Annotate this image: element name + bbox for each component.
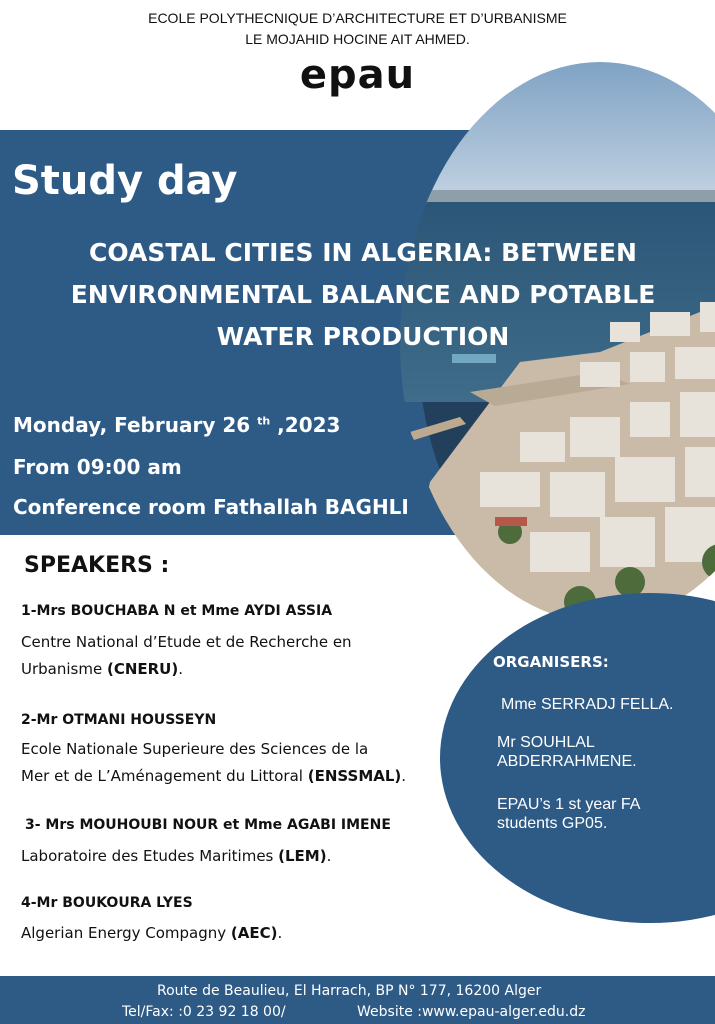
speaker-2-affiliation bbox=[21, 736, 406, 790]
speaker-4-abbr: (AEC) bbox=[230, 924, 278, 942]
event-heading: Study day bbox=[12, 158, 238, 204]
speaker-2-end: . bbox=[401, 767, 407, 785]
footer-address: Route de Beaulieu, El Harrach, BP N° 177, 16200 Alger bbox=[157, 983, 542, 999]
event-location: Conference room Fathallah BAGHLI bbox=[13, 495, 409, 519]
speaker-1-line2 bbox=[21, 656, 352, 683]
speaker-4-line1-text: Algerian Energy Compagny bbox=[21, 924, 231, 942]
event-title-line2: ENVIRONMENTAL BALANCE AND POTABLE bbox=[70, 280, 656, 309]
organiser-3 bbox=[497, 795, 640, 833]
speaker-3-line1 bbox=[21, 843, 331, 870]
organiser-2-line2: ABDERRAHMENE. bbox=[497, 753, 637, 770]
organiser-1: Mme SERRADJ FELLA. bbox=[501, 696, 674, 713]
speaker-4-affiliation bbox=[21, 920, 282, 947]
speakers-heading: SPEAKERS : bbox=[24, 553, 170, 578]
speaker-2-line2-text: Mer et de L’Aménagement du Littoral bbox=[21, 767, 308, 785]
speaker-1-affiliation bbox=[21, 629, 352, 683]
event-date bbox=[13, 413, 340, 437]
organiser-2-line1: Mr SOUHLAL bbox=[497, 734, 595, 751]
speaker-1-name: 1-Mrs BOUCHABA N et Mme AYDI ASSIA bbox=[21, 603, 333, 619]
speaker-2-abbr: (ENSSMAL) bbox=[307, 767, 402, 785]
speaker-1-abbr: (CNERU) bbox=[106, 660, 179, 678]
speaker-3-affiliation bbox=[21, 843, 331, 870]
event-title-line1: COASTAL CITIES IN ALGERIA: BETWEEN bbox=[89, 238, 637, 267]
speaker-3-end: . bbox=[326, 847, 332, 865]
footer-website[interactable]: Website :www.epau-alger.edu.dz bbox=[357, 1004, 586, 1020]
speaker-2-name: 2-Mr OTMANI HOUSSEYN bbox=[21, 712, 217, 728]
event-time: From 09:00 am bbox=[13, 455, 182, 479]
event-date-prefix: Monday, February 26 bbox=[13, 413, 251, 437]
speaker-1-end: . bbox=[178, 660, 183, 678]
organiser-3-line1: EPAU’s 1 st year FA bbox=[497, 796, 641, 813]
speaker-4-end: . bbox=[277, 924, 283, 942]
speaker-2-line2 bbox=[21, 763, 406, 790]
organiser-2 bbox=[497, 733, 637, 771]
event-title bbox=[28, 232, 698, 358]
speaker-4-line1 bbox=[21, 920, 282, 947]
speaker-2-line1: Ecole Nationale Superieure des Sciences de la bbox=[21, 740, 369, 758]
footer-phone: Tel/Fax: :0 23 92 18 00/ bbox=[122, 1004, 286, 1020]
epau-logo: epau bbox=[299, 52, 416, 98]
event-title-line3: WATER PRODUCTION bbox=[216, 322, 510, 351]
event-date-suffix-th: th bbox=[257, 414, 271, 428]
institution-name-line2: LE MOJAHID HOCINE AIT AHMED. bbox=[245, 31, 470, 47]
speaker-3-name: 3- Mrs MOUHOUBI NOUR et Mme AGABI IMENE bbox=[25, 817, 391, 833]
speaker-4-name: 4-Mr BOUKOURA LYES bbox=[21, 895, 193, 911]
speaker-3-abbr: (LEM) bbox=[278, 847, 327, 865]
speaker-1-line2-text: Urbanisme bbox=[21, 660, 107, 678]
organisers-heading: ORGANISERS: bbox=[493, 653, 609, 671]
speaker-1-line1: Centre National d’Etude et de Recherche en bbox=[21, 633, 352, 651]
event-date-year: ,2023 bbox=[270, 413, 341, 437]
speaker-3-line1-text: Laboratoire des Etudes Maritimes bbox=[21, 847, 279, 865]
institution-name-line1: ECOLE POLYTHECNIQUE D’ARCHITECTURE ET D’URBANISME bbox=[148, 10, 567, 26]
organiser-3-line2: students GP05. bbox=[497, 815, 608, 832]
